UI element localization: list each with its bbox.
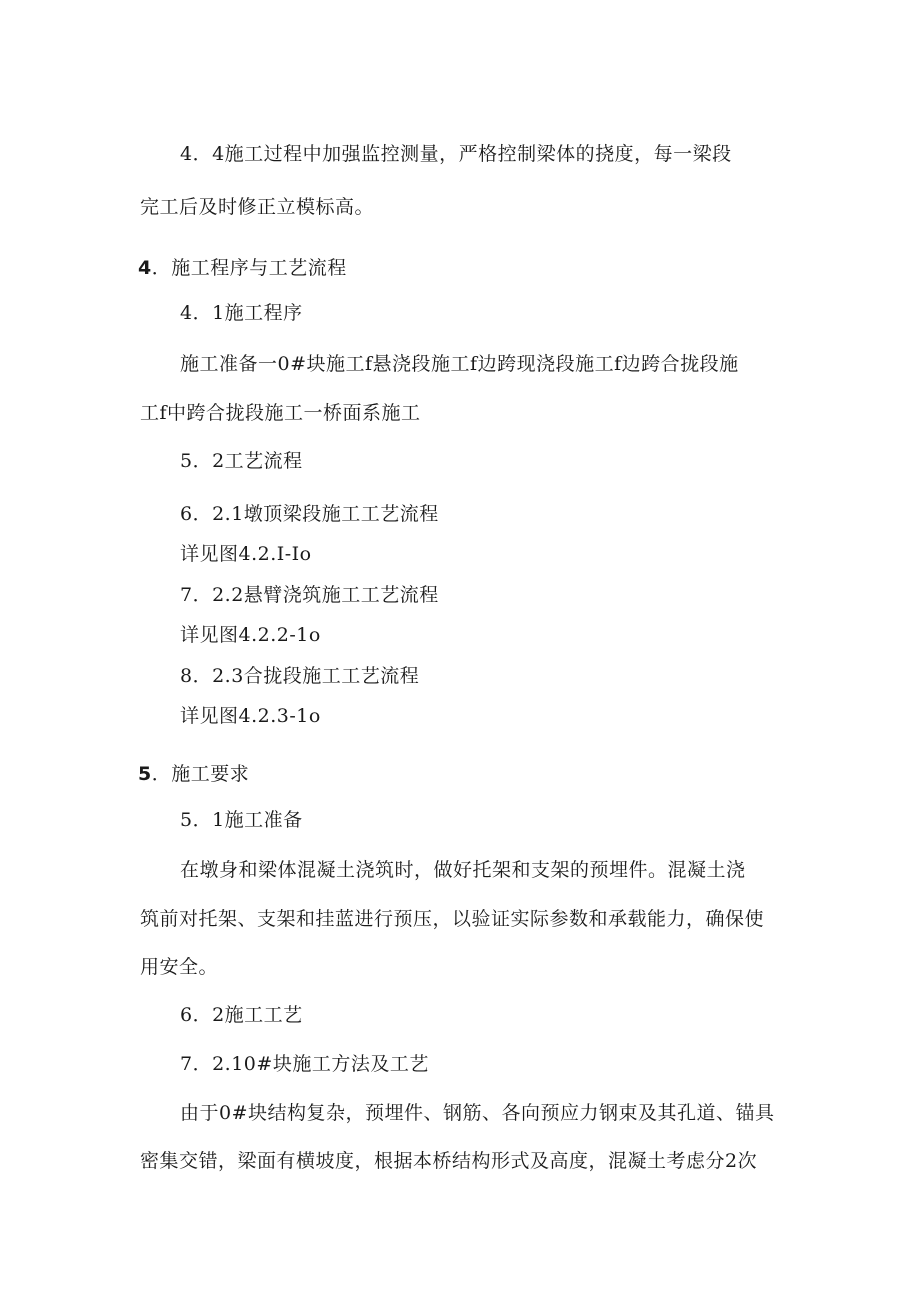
section-number-4: 4 [138,257,152,279]
item-cantilever-casting: 7．2.2悬臂浇筑施工工艺流程 [180,584,439,606]
paragraph-4-4-line-2: 完工后及时修正立模标高。 [140,196,375,218]
subsection-process-flow: 5．2工艺流程 [180,450,303,472]
figure-ref-2: 详见图4.2.2-1o [180,624,321,646]
subsection-construction-process: 6．2施工工艺 [180,1004,303,1026]
item-closure-segment: 8．2.3合拢段施工工艺流程 [180,665,420,687]
section-title-5: ．施工要求 [151,763,250,785]
block-0-line-1: 由于0#块结构复杂，预埋件、钢筋、各向预应力钢束及其孔道、锚具 [180,1102,775,1124]
preparation-line-2: 筑前对托架、支架和挂蓝进行预压，以验证实际参数和承载能力，确保使 [140,908,765,930]
section-number-5: 5 [138,763,152,785]
preparation-line-3: 用安全。 [140,956,219,978]
subsection-4-1: 4．1施工程序 [180,302,303,324]
section-title-4: ．施工程序与工艺流程 [151,257,347,279]
procedure-line-1: 施工准备一0#块施工f悬浇段施工f边跨现浇段施工f边跨合拢段施 [180,353,739,375]
item-pier-top-segment: 6．2.1墩顶梁段施工工艺流程 [180,503,439,525]
figure-ref-3: 详见图4.2.3-1o [180,705,321,727]
item-block-0-method: 7．2.10#块施工方法及工艺 [180,1053,429,1075]
subsection-5-1: 5．1施工准备 [180,809,303,831]
preparation-line-1: 在墩身和梁体混凝土浇筑时，做好托架和支架的预埋件。混凝土浇 [180,859,746,881]
section-heading-4 [138,256,347,280]
paragraph-4-4-line-1: 4．4施工过程中加强监控测量，严格控制梁体的挠度，每一梁段 [180,143,732,165]
procedure-line-2: 工f中跨合拢段施工一桥面系施工 [140,402,421,424]
section-heading-5 [138,762,249,786]
figure-ref-1: 详见图4.2.I-Io [180,543,312,565]
block-0-line-2: 密集交错，梁面有横坡度，根据本桥结构形式及高度，混凝土考虑分2次 [140,1150,758,1172]
